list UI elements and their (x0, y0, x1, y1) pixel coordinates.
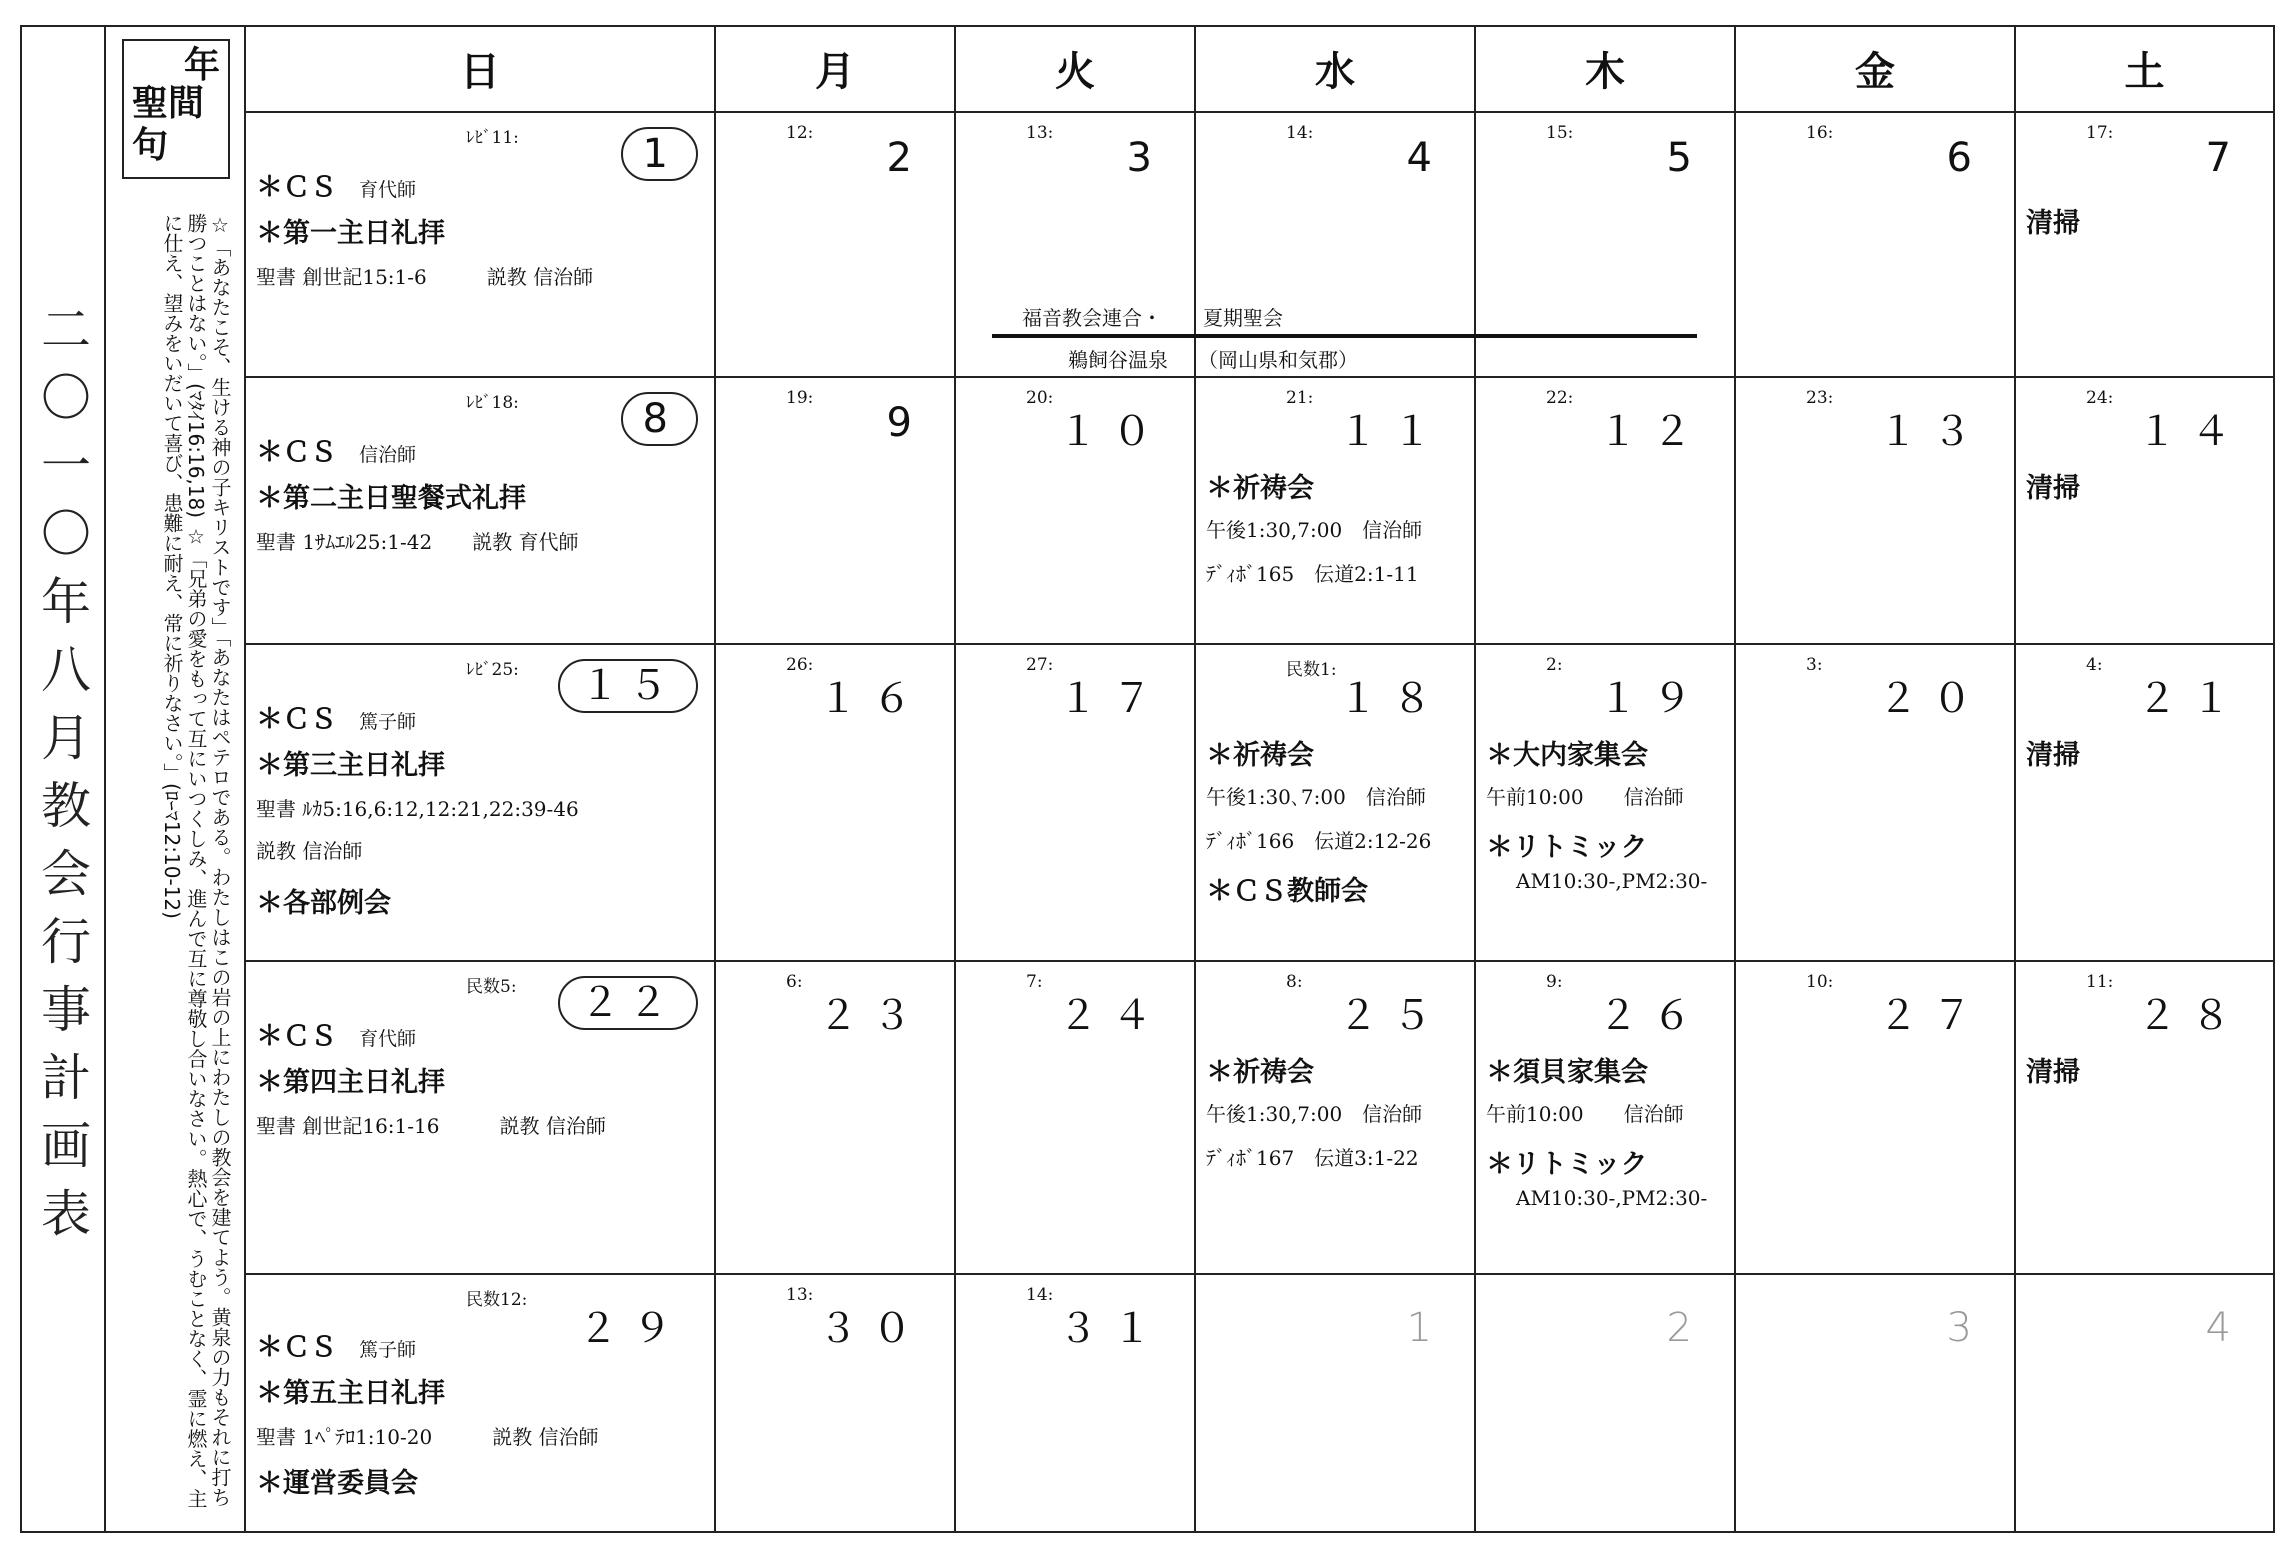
day-cell-sunday (246, 645, 716, 962)
day-number: 2 (886, 135, 926, 181)
event-text: 午前10:00 信治師 (1486, 785, 1684, 809)
event-line (1206, 1098, 1422, 1127)
day-number: １３ (1878, 409, 1986, 455)
day-cell-friday (1736, 645, 2016, 962)
event-text: ＊リトミック (1486, 1149, 1648, 1180)
day-number: 1 (621, 127, 698, 181)
day-number: １８ (1338, 676, 1446, 722)
day-cell-friday (1736, 113, 2016, 378)
event-text: ＊運営委員会 (256, 1468, 418, 1499)
day-number: 2 (1666, 1305, 1706, 1351)
event-line (256, 1060, 445, 1099)
day-number: 8 (621, 392, 698, 446)
scripture-reading-ref: 24: (2086, 388, 2114, 408)
event-line (256, 1014, 416, 1053)
scripture-reading-ref: 17: (2086, 123, 2114, 143)
day-cell-wednesday (1196, 113, 1476, 378)
scripture-reading-ref: 13: (1026, 123, 1054, 143)
event-text: 午後1:30,7:00 信治師 (1206, 1102, 1423, 1126)
event-line (256, 697, 416, 736)
event-text: 聖書 1ﾍﾟﾃﾛ1:10-20 説教 信治師 (256, 1425, 599, 1449)
event-text: 清掃 (2026, 740, 2080, 771)
day-number: 6 (1946, 135, 1986, 181)
verse-header-line3: 句 (132, 125, 169, 166)
event-text: 午後1:30､7:00 信治師 (1206, 785, 1426, 809)
event-line (2026, 1050, 2080, 1089)
event-text: ＊祈祷会 (1206, 473, 1314, 504)
event-line (1486, 781, 1684, 810)
day-number: １０ (1058, 409, 1166, 455)
scripture-reading-ref: 13: (786, 1285, 814, 1305)
event-text: 午前10:00 信治師 (1486, 1102, 1684, 1126)
event-text: ＊ＣＳ (256, 1021, 337, 1052)
weekday-header-monday: 月 (716, 25, 956, 113)
event-text: ＊第四主日礼拝 (256, 1067, 445, 1098)
verse-header-year (184, 47, 220, 85)
calendar-grid (246, 25, 2275, 1533)
event-text: 聖書 創世記16:1-16 説教 信治師 (256, 1114, 606, 1138)
event-line (256, 793, 579, 822)
event-leader: 篤子師 (359, 1339, 417, 1361)
event-line (1486, 1098, 1684, 1127)
scripture-reading-ref: 民数1: (1286, 660, 1337, 680)
event-line (1206, 733, 1314, 772)
verse-header-line1: 年 (183, 45, 220, 86)
event-text: 聖書 創世記15:1-6 説教 信治師 (256, 265, 594, 289)
event-text: 清掃 (2026, 208, 2080, 239)
day-cell-thursday (1476, 113, 1736, 378)
day-cell-saturday (2016, 378, 2275, 645)
event-text: AM10:30-,PM2:30- (1516, 869, 1708, 893)
event-text: 清掃 (2026, 473, 2080, 504)
day-cell-friday (1736, 378, 2016, 645)
scripture-reading-ref: 16: (1806, 123, 1834, 143)
scripture-reading-ref: 10: (1806, 972, 1834, 992)
scripture-reading-ref: 19: (786, 388, 814, 408)
event-text: ＊各部例会 (256, 888, 391, 919)
event-text: 説教 信治師 (256, 839, 363, 863)
event-line (2026, 466, 2080, 505)
event-line (256, 526, 579, 555)
event-line (256, 1325, 416, 1364)
scripture-reading-ref: ﾚﾋﾞ18: (466, 393, 519, 413)
event-text: AM10:30-,PM2:30- (1516, 1186, 1708, 1210)
event-line (1486, 1050, 1648, 1089)
event-line (256, 165, 416, 204)
day-cell-tuesday (956, 645, 1196, 962)
day-number: 5 (1666, 135, 1706, 181)
event-text: ＊祈祷会 (1206, 1057, 1314, 1088)
event-line (256, 1371, 445, 1410)
event-text: ﾃﾞｨﾎﾞ166 伝道2:12-26 (1206, 829, 1432, 853)
day-cell-monday (716, 1275, 956, 1533)
verse-header-box (122, 39, 230, 179)
event-leader: 篤子師 (359, 711, 417, 733)
scripture-reading-ref: 7: (1026, 972, 1043, 992)
event-line (256, 881, 391, 920)
event-text: 聖書 ﾙｶ5:16,6:12,12:21,22:39-46 (256, 797, 579, 821)
day-cell-tuesday (956, 113, 1196, 378)
scripture-reading-ref: 9: (1546, 972, 1563, 992)
event-line (256, 430, 416, 469)
scripture-reading-ref: 2: (1546, 655, 1563, 675)
event-line2-left: 鵜飼谷温泉 (1068, 348, 1168, 372)
day-cell-sunday (246, 1275, 716, 1533)
day-cell-wednesday (1196, 962, 1476, 1275)
day-number: ２５ (1338, 993, 1446, 1039)
scripture-reading-ref: 民数5: (466, 977, 517, 997)
scripture-reading-ref: 14: (1026, 1285, 1054, 1305)
event-leader: 信治師 (359, 444, 417, 466)
event-text: 聖書 1ｻﾑｴﾙ25:1-42 説教 育代師 (256, 530, 579, 554)
day-number: ２４ (1058, 993, 1166, 1039)
scripture-reading-ref: ﾚﾋﾞ11: (466, 128, 519, 148)
event-line (1206, 558, 1419, 587)
scripture-reading-ref: ﾚﾋﾞ25: (466, 660, 519, 680)
event-span-bar (992, 334, 1697, 338)
event-text: 午後1:30,7:00 信治師 (1206, 518, 1423, 542)
day-cell-thursday (1476, 645, 1736, 962)
day-number: １１ (1338, 409, 1446, 455)
scripture-reading-ref: 15: (1546, 123, 1574, 143)
event-line (1206, 1050, 1314, 1089)
event-line (1206, 1142, 1419, 1171)
day-number: 9 (886, 400, 926, 446)
day-cell-friday (1736, 962, 2016, 1275)
day-number: １２ (1598, 409, 1706, 455)
day-cell-wednesday (1196, 1275, 1476, 1533)
event-line (1206, 869, 1368, 908)
day-cell-wednesday (1196, 378, 1476, 645)
event-line (1516, 869, 1707, 893)
scripture-reading-ref: 11: (2086, 972, 2114, 992)
event-text: ＊大内家集会 (1486, 740, 1648, 771)
event-text: ﾃﾞｨﾎﾞ167 伝道3:1-22 (1206, 1146, 1419, 1170)
event-text: ＊第三主日礼拝 (256, 750, 445, 781)
day-number: １９ (1598, 676, 1706, 722)
event-line (256, 743, 445, 782)
day-number: １７ (1058, 676, 1166, 722)
scripture-reading-ref: 26: (786, 655, 814, 675)
event-line1-left: 福音教会連合・ (1022, 306, 1162, 330)
event-text: ＊ＣＳ (256, 437, 337, 468)
event-line (1206, 781, 1426, 810)
day-number: １４ (2137, 409, 2245, 455)
day-cell-saturday (2016, 1275, 2275, 1533)
event-line (2026, 733, 2080, 772)
event-text: ﾃﾞｨﾎﾞ165 伝道2:1-11 (1206, 562, 1419, 586)
weekday-header-saturday: 土 (2016, 25, 2275, 113)
day-cell-thursday (1476, 962, 1736, 1275)
scripture-reading-ref: 8: (1286, 972, 1303, 992)
day-cell-thursday (1476, 378, 1736, 645)
event-line (256, 1110, 606, 1139)
day-cell-monday (716, 645, 956, 962)
day-cell-monday (716, 113, 956, 378)
event-line (1516, 1186, 1707, 1210)
day-number: 7 (2205, 135, 2245, 181)
scripture-reading-ref: 23: (1806, 388, 1834, 408)
day-number: ２０ (1878, 676, 1986, 722)
weekday-header-thursday: 木 (1476, 25, 1736, 113)
scripture-reading-ref: 4: (2086, 655, 2103, 675)
event-line (1486, 1142, 1647, 1181)
scripture-reading-ref: 6: (786, 972, 803, 992)
day-number: ３０ (818, 1306, 926, 1352)
day-number: １５ (558, 659, 698, 713)
event-line (256, 261, 593, 290)
scripture-reading-ref: 14: (1286, 123, 1314, 143)
scripture-reading-ref: 民数12: (466, 1290, 528, 1310)
event-text: ＊ＣＳ (256, 172, 337, 203)
day-number: ２９ (578, 1306, 686, 1352)
event-text: ＊リトミック (1486, 832, 1648, 863)
weekday-header-friday: 金 (1736, 25, 2016, 113)
day-number: ３１ (1058, 1306, 1166, 1352)
event-line (256, 835, 362, 864)
scripture-reading-ref: 21: (1286, 388, 1314, 408)
event-text: ＊須貝家集会 (1486, 1057, 1648, 1088)
day-cell-saturday (2016, 962, 2275, 1275)
page-title: 二〇一〇年八月教会行事計画表 (33, 303, 91, 1255)
day-number: １６ (818, 676, 926, 722)
day-cell-monday (716, 962, 956, 1275)
day-cell-saturday (2016, 113, 2275, 378)
day-number: ２３ (818, 993, 926, 1039)
scripture-reading-ref: 12: (786, 123, 814, 143)
scripture-reading-ref: 3: (1806, 655, 1823, 675)
event-text: ＊祈祷会 (1206, 740, 1314, 771)
day-number: 3 (1946, 1305, 1986, 1351)
scripture-reading-ref: 20: (1026, 388, 1054, 408)
event-text: ＊第二主日聖餐式礼拝 (256, 483, 526, 514)
event-text: ＊ＣＳ教師会 (1206, 876, 1368, 907)
day-number: 1 (1406, 1305, 1446, 1351)
day-number: ２７ (1878, 993, 1986, 1039)
day-cell-monday (716, 378, 956, 645)
event-line (256, 211, 445, 250)
event-line (1486, 733, 1648, 772)
day-number: ２８ (2137, 993, 2245, 1039)
event-line (1206, 514, 1422, 543)
day-cell-tuesday (956, 1275, 1196, 1533)
event-text: ＊第五主日礼拝 (256, 1378, 445, 1409)
event-text: ＊ＣＳ (256, 1332, 337, 1363)
day-number: 3 (1126, 135, 1166, 181)
event-text: ＊第一主日礼拝 (256, 218, 445, 249)
event-line (256, 1421, 599, 1450)
event-leader: 育代師 (359, 1028, 417, 1050)
day-number: ２１ (2137, 676, 2245, 722)
day-cell-tuesday (956, 962, 1196, 1275)
day-cell-wednesday (1196, 645, 1476, 962)
day-number: 4 (1406, 135, 1446, 181)
day-number: 4 (2205, 1305, 2245, 1351)
day-cell-tuesday (956, 378, 1196, 645)
day-cell-sunday (246, 113, 716, 378)
event-leader: 育代師 (359, 179, 417, 201)
day-number: ２２ (558, 976, 698, 1030)
title-column (20, 25, 106, 1533)
event-text: 清掃 (2026, 1057, 2080, 1088)
event-line (1206, 825, 1431, 854)
event-line (2026, 201, 2080, 240)
day-cell-sunday (246, 962, 716, 1275)
event-line (256, 476, 526, 515)
event-line (1486, 825, 1647, 864)
scripture-reading-ref: 22: (1546, 388, 1574, 408)
verse-column (106, 25, 246, 1533)
event-text: ＊ＣＳ (256, 704, 337, 735)
event-line (1206, 466, 1314, 505)
verse-text: ☆「あなたこそ、生ける神の子キリストです」「あなたはペテロである。わたしはこの岩の上にわたしの教会を建てよう。黄泉の力もそれに打ち勝つことはない。」(ﾏﾀｲ16:16,18) ☆「兄弟の愛をもって互にいつくしみ、進んで互に尊敬し合いなさい。熱心で、うむことなく、霊に燃え、主に仕え、望みをいだいて喜び、患難に耐え、常に祈りなさい。」(ﾛｰﾏ12:10-12) (160, 213, 232, 1509)
weekday-header-tuesday: 火 (956, 25, 1196, 113)
event-line (256, 1461, 418, 1500)
weekday-header-wednesday: 水 (1196, 25, 1476, 113)
event-line1-right: 夏期聖会 (1203, 306, 1283, 330)
day-cell-saturday (2016, 645, 2275, 962)
weekday-header-sunday: 日 (246, 25, 716, 113)
verse-header-line2: 聖間 (132, 83, 205, 124)
day-number: ２６ (1598, 993, 1706, 1039)
day-cell-sunday (246, 378, 716, 645)
scripture-reading-ref: 27: (1026, 655, 1054, 675)
day-cell-friday (1736, 1275, 2016, 1533)
event-line2-right: （岡山県和気郡） (1198, 348, 1358, 372)
day-cell-thursday (1476, 1275, 1736, 1533)
